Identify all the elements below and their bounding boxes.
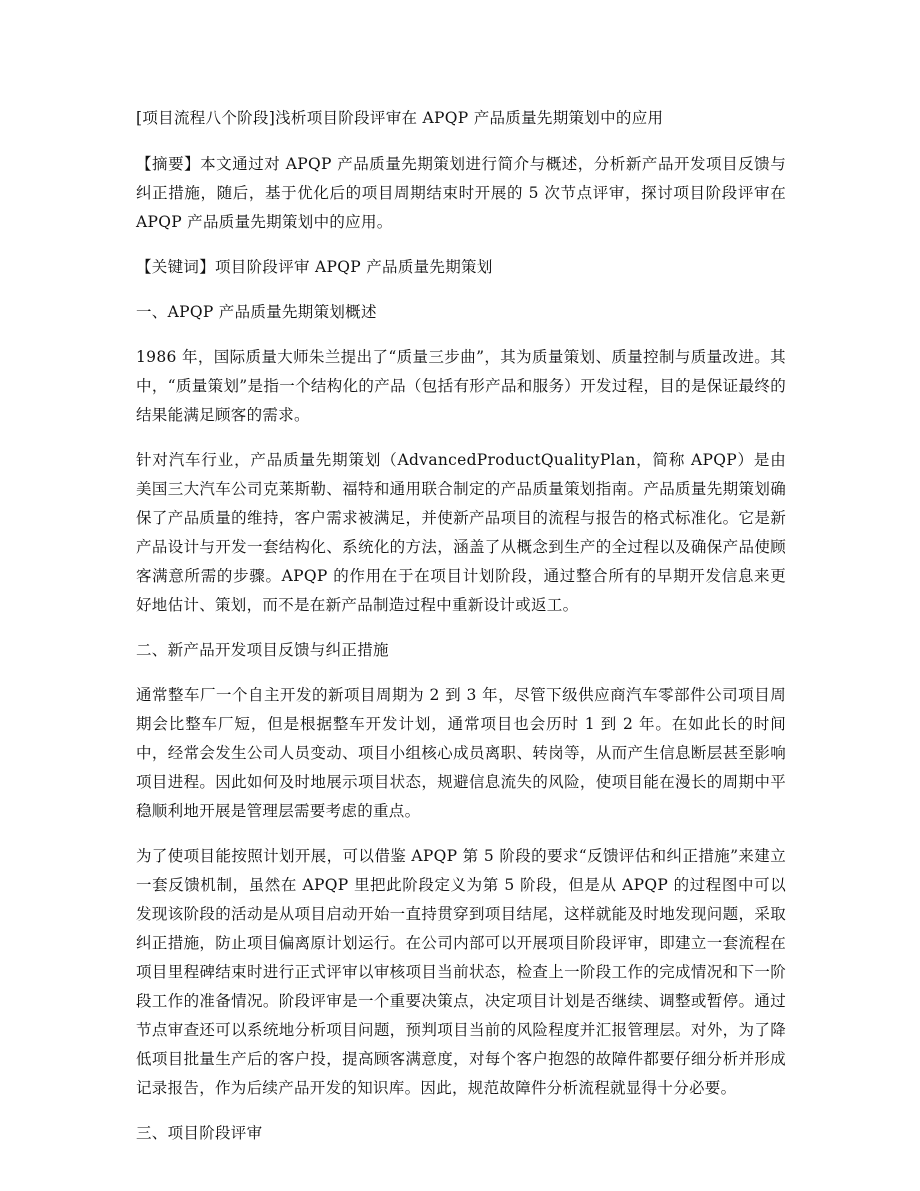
document-title: [项目流程八个阶段]浅析项目阶段评审在 APQP 产品质量先期策划中的应用 bbox=[136, 109, 664, 127]
document-body bbox=[136, 104, 786, 1164]
section-3-heading: 三、项目阶段评审 bbox=[136, 1124, 263, 1142]
keywords-line: 【关键词】项目阶段评审 APQP 产品质量先期策划 bbox=[136, 258, 493, 276]
section-1-paragraph-2: 针对汽车行业，产品质量先期策划（AdvancedProductQualityPlan，简称 APQP）是由美国三大汽车公司克莱斯勒、福特和通用联合制定的产品质量策划指南。产品质量先期策划确保了产品质量的维持，客户需求被满足，并使新产品项目的流程与报告的格式标准化。它是新产品设计与开发一套结构化、系统化的方法，涵盖了从概念到生产的全过程以及确保产品使顾客满意所需的步骤。APQP 的作用在于在项目计划阶段，通过整合所有的早期开发信息来更好地估计、策划，而不是在新产品制造过程中重新设计或返工。 bbox=[136, 451, 786, 614]
section-2-paragraph-2: 为了使项目能按照计划开展，可以借鉴 APQP 第 5 阶段的要求“反馈评估和纠正措施”来建立一套反馈机制，虽然在 APQP 里把此阶段定义为第 5 阶段，但是从 APQP 的过程图中可以发现该阶段的活动是从项目启动开始一直持贯穿到项目结尾，这样就能及时地发现问题，采取纠正措施，防止项目偏离原计划运行。在公司内部可以开展项目阶段评审，即建立一套流程在项目里程碑结束时进行正式评审以审核项目当前状态，检查上一阶段工作的完成情况和下一阶段工作的准备情况。阶段评审是一个重要决策点，决定项目计划是否继续、调整或暂停。通过节点审查还可以系统地分析项目问题，预判项目当前的风险程度并汇报管理层。对外，为了降低项目批量生产后的客户投，提高顾客满意度，对每个客户抱怨的故障件都要仔细分析并形成记录报告，作为后续产品开发的知识库。因此，规范故障件分析流程就显得十分必要。 bbox=[136, 847, 786, 1097]
section-1-paragraph-1: 1986 年，国际质量大师朱兰提出了“质量三步曲”，其为质量策划、质量控制与质量改进。其中，“质量策划”是指一个结构化的产品（包括有形产品和服务）开发过程，目的是保证最终的结果能满足顾客的需求。 bbox=[136, 348, 786, 424]
section-2-paragraph-1: 通常整车厂一个自主开发的新项目周期为 2 到 3 年，尽管下级供应商汽车零部件公司项目周期会比整车厂短，但是根据整车开发计划，通常项目也会历时 1 到 2 年。在如此长的时间中，经常会发生公司人员变动、项目小组核心成员离职、转岗等，从而产生信息断层甚至影响项目进程。因此如何及时地展示项目状态，规避信息流失的风险，使项目能在漫长的周期中平稳顺利地开展是管理层需要考虑的重点。 bbox=[136, 686, 786, 820]
section-2-heading: 二、新产品开发项目反馈与纠正措施 bbox=[136, 641, 389, 659]
abstract-paragraph: 【摘要】本文通过对 APQP 产品质量先期策划进行简介与概述，分析新产品开发项目反馈与纠正措施，随后，基于优化后的项目周期结束时开展的 5 次节点评审，探讨项目阶段评审在 APQP 产品质量先期策划中的应用。 bbox=[136, 155, 786, 231]
section-1-heading: 一、APQP 产品质量先期策划概述 bbox=[136, 303, 377, 321]
